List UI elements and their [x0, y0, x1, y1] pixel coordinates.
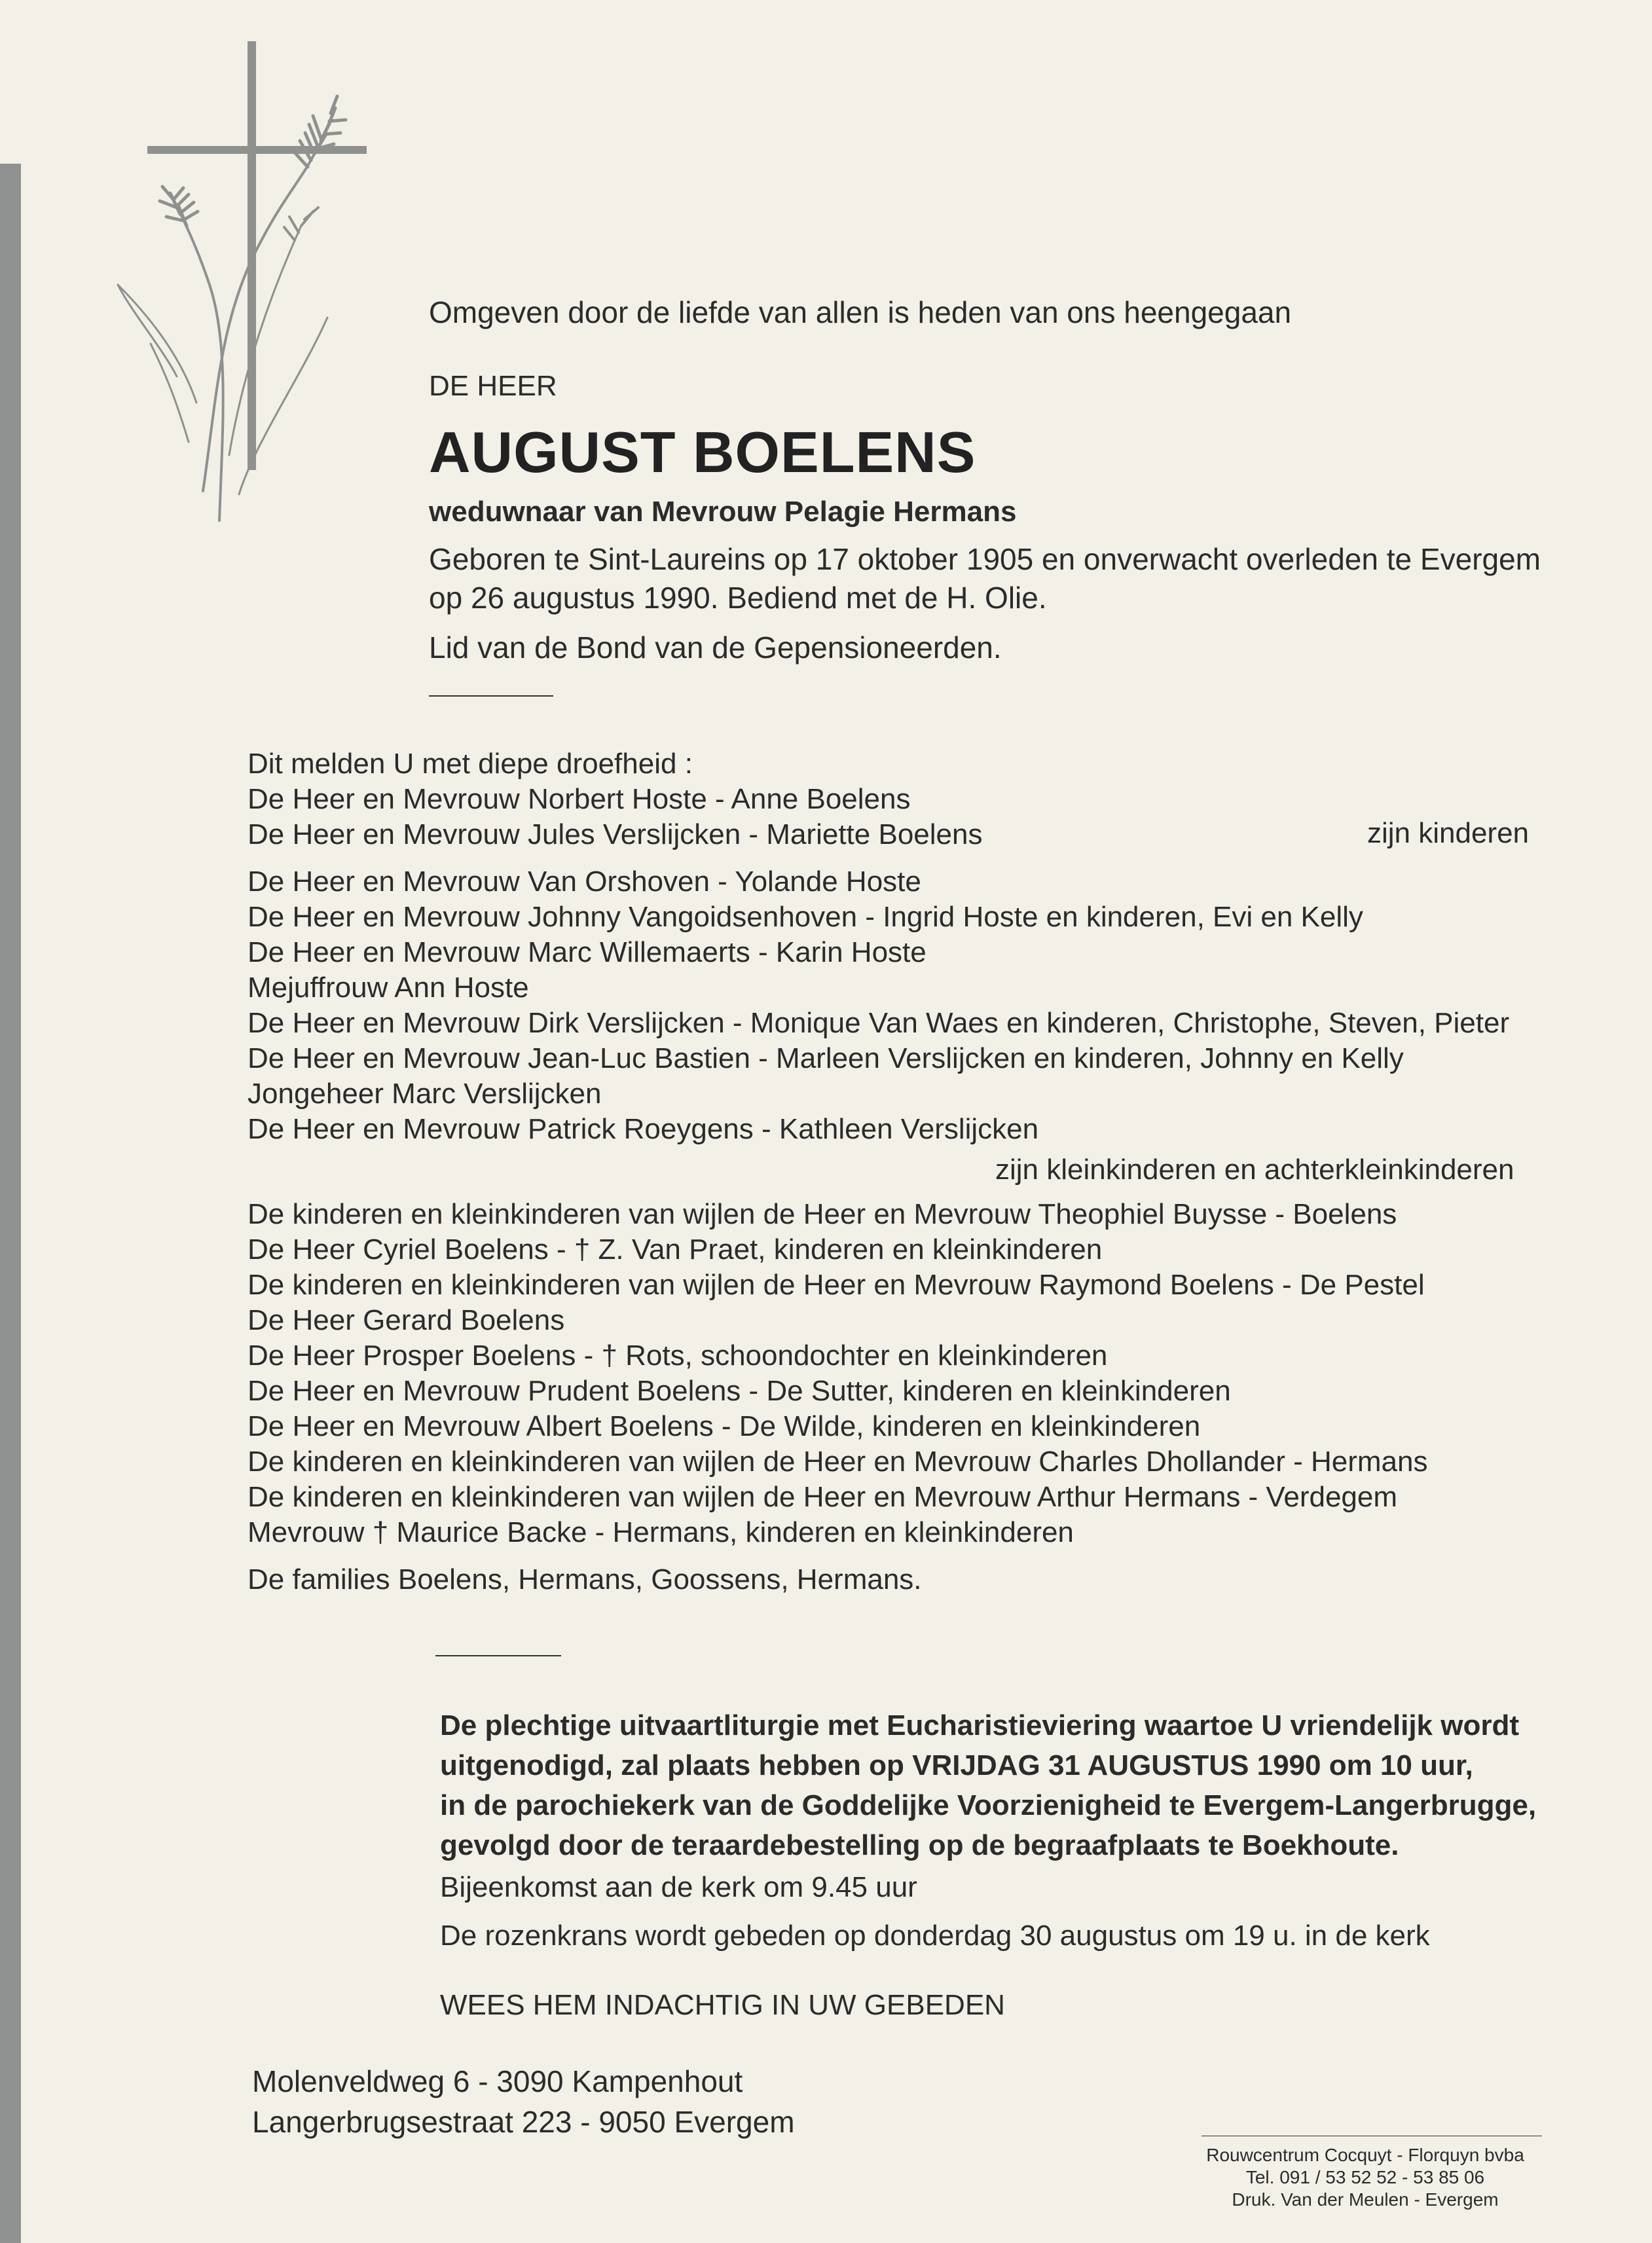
printer-line: Rouwcentrum Cocquyt - Florquyn bvba: [1206, 2145, 1524, 2165]
left-border-stripe: [0, 164, 21, 2243]
addresses: [252, 2061, 795, 2142]
family-line: Dit melden U met diepe droefheid :: [248, 748, 693, 780]
rosary-info: De rozenkrans wordt gebeden op donderdag 30 augustus om 19 u. in de kerk: [440, 1920, 1430, 1952]
family-line: De Heer Cyriel Boelens - † Z. Van Praet, kinderen en kleinkinderen: [248, 1233, 1103, 1266]
family-line: De kinderen en kleinkinderen van wijlen de Heer en Mevrouw Charles Dhollander - Hermans: [248, 1446, 1428, 1478]
funeral-line: gevolgd door de teraardebestelling op de begraafplaats te Boekhoute.: [440, 1829, 1399, 1861]
family-line: De Heer en Mevrouw Norbert Hoste - Anne Boelens: [248, 783, 911, 815]
intro-text: Omgeven door de liefde van allen is heden van ons heengegaan: [429, 295, 1292, 329]
membership-line: Lid van de Bond van de Gepensioneerden.: [429, 630, 1002, 665]
deceased-name: AUGUST BOELENS: [429, 420, 976, 484]
closing-prayer: WEES HEM INDACHTIG IN UW GEBEDEN: [440, 1989, 1005, 2021]
family-line: De Heer en Mevrouw Johnny Vangoidsenhoven - Ingrid Hoste en kinderen, Evi en Kelly: [248, 901, 1363, 933]
family-line: Mevrouw † Maurice Backe - Hermans, kinderen en kleinkinderen: [248, 1516, 1074, 1548]
printer-line: Tel. 091 / 53 52 52 - 53 85 06: [1245, 2167, 1485, 2187]
family-line: Mejuffrouw Ann Hoste: [248, 972, 529, 1004]
family-line: De Heer Gerard Boelens: [248, 1304, 565, 1336]
funeral-details: [440, 1705, 1536, 1865]
family-line: De Heer en Mevrouw Patrick Roeygens - Kathleen Verslijcken: [248, 1113, 1039, 1145]
family-line: De families Boelens, Hermans, Goossens, Hermans.: [248, 1563, 922, 1596]
birth-death-info: [429, 540, 1541, 617]
funeral-line: De plechtige uitvaartliturgie met Eucharistieviering waartoe U vriendelijk wordt: [440, 1709, 1520, 1742]
funeral-line: in de parochiekerk van de Goddelijke Voorzienigheid te Evergem-Langerbrugge,: [440, 1789, 1537, 1821]
printer-info: [1175, 2144, 1555, 2211]
address-line: Langerbrugsestraat 223 - 9050 Evergem: [252, 2105, 795, 2139]
family-line: De kinderen en kleinkinderen van wijlen de Heer en Mevrouw Raymond Boelens - De Pestel: [248, 1269, 1425, 1301]
family-line: De Heer en Mevrouw Van Orshoven - Yolande Hoste: [248, 866, 921, 898]
family-line: Jongeheer Marc Verslijcken: [248, 1078, 602, 1110]
family-line: De Heer en Mevrouw Jules Verslijcken - Mariette Boelens: [248, 818, 983, 850]
grandchildren-note: zijn kleinkinderen en achterkleinkinderen: [995, 1154, 1514, 1186]
honorific: DE HEER: [429, 370, 557, 402]
family-line: De Heer en Mevrouw Marc Willemaerts - Karin Hoste: [248, 936, 927, 968]
children-note: zijn kinderen: [1367, 817, 1530, 849]
family-line: De Heer en Mevrouw Dirk Verslijcken - Monique Van Waes en kinderen, Christophe, Steven, Pieter: [248, 1007, 1510, 1039]
spouse-line: weduwnaar van Mevrouw Pelagie Hermans: [429, 496, 1017, 528]
address-line: Molenveldweg 6 - 3090 Kampenhout: [252, 2064, 743, 2098]
family-line: De kinderen en kleinkinderen van wijlen de Heer en Mevrouw Theophiel Buysse - Boelens: [248, 1198, 1397, 1230]
family-line: De Heer Prosper Boelens - † Rots, schoondochter en kleinkinderen: [248, 1340, 1108, 1372]
divider-1: [429, 695, 553, 697]
family-line: De Heer en Mevrouw Albert Boelens - De Wilde, kinderen en kleinkinderen: [248, 1410, 1201, 1442]
family-line: De Heer en Mevrouw Jean-Luc Bastien - Marleen Verslijcken en kinderen, Johnny en Kelly: [248, 1042, 1404, 1074]
funeral-line: uitgenodigd, zal plaats hebben op VRIJDAG 31 AUGUSTUS 1990 om 10 uur,: [440, 1749, 1473, 1781]
birth-line-1: Geboren te Sint-Laureins op 17 oktober 1905 en onverwacht overleden te Evergem: [429, 542, 1541, 576]
family-line: De Heer en Mevrouw Prudent Boelens - De Sutter, kinderen en kleinkinderen: [248, 1375, 1231, 1407]
printer-line: Druk. Van der Meulen - Evergem: [1232, 2189, 1499, 2210]
birth-line-2: op 26 augustus 1990. Bediend met de H. Olie.: [429, 581, 1047, 615]
gathering-time: Bijeenkomst aan de kerk om 9.45 uur: [440, 1871, 917, 1903]
family-line: De kinderen en kleinkinderen van wijlen de Heer en Mevrouw Arthur Hermans - Verdegem: [248, 1481, 1398, 1513]
divider-2: [435, 1655, 561, 1656]
cross-with-wheat-icon: [105, 36, 380, 534]
